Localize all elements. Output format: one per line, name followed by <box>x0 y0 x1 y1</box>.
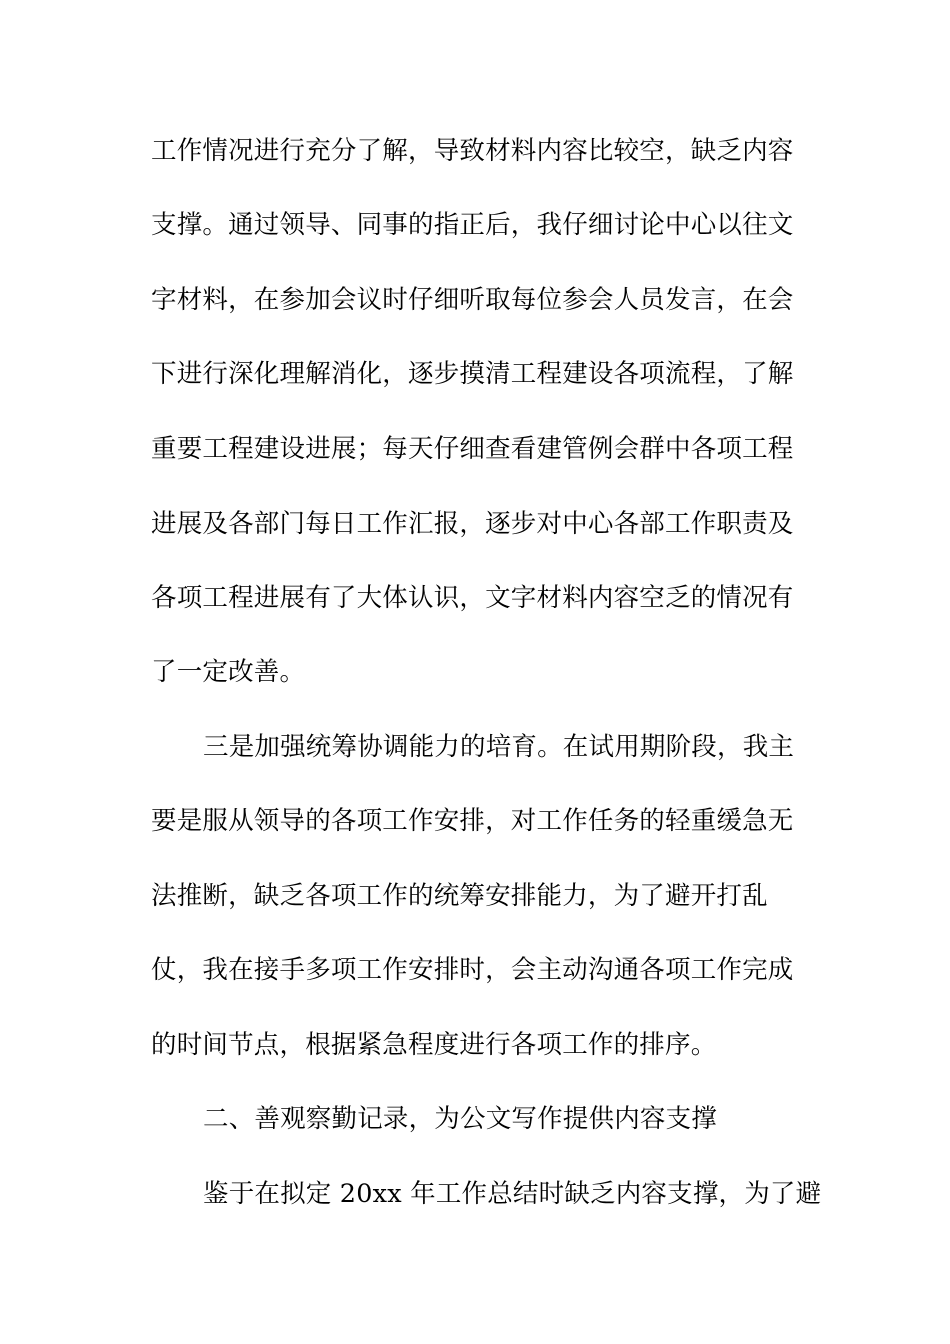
paragraph-line: 工作情况进行充分了解，导致材料内容比较空，缺乏内容 <box>151 136 794 166</box>
paragraph-line: 的时间节点，根据紧急程度进行各项工作的排序。 <box>151 1030 717 1060</box>
paragraph-line: 三是加强统筹协调能力的培育。在试用期阶段，我主 <box>203 732 795 762</box>
paragraph-line: 要是服从领导的各项工作安排，对工作任务的轻重缓急无 <box>151 806 794 836</box>
paragraph-line: 了一定改善。 <box>151 657 306 687</box>
paragraph-line: 鉴于在拟定 20xx 年工作总结时缺乏内容支撑，为了避 <box>203 1179 822 1209</box>
paragraph-line: 进展及各部门每日工作汇报，逐步对中心各部工作职责及 <box>151 509 794 539</box>
paragraph-line: 支撑。通过领导、同事的指正后，我仔细讨论中心以往文 <box>151 210 794 240</box>
paragraph-line: 重要工程建设进展；每天仔细查看建管例会群中各项工程 <box>151 434 794 464</box>
paragraph-line: 各项工程进展有了大体认识，文字材料内容空乏的情况有 <box>151 583 794 613</box>
paragraph-line: 仗，我在接手多项工作安排时，会主动沟通各项工作完成 <box>151 955 794 985</box>
section-heading: 二、善观察勤记录，为公文写作提供内容支撑 <box>203 1104 718 1134</box>
paragraph-line: 字材料，在参加会议时仔细听取每位参会人员发言，在会 <box>151 285 794 315</box>
paragraph-line: 法推断，缺乏各项工作的统筹安排能力，为了避开打乱 <box>151 881 768 911</box>
paragraph-line: 下进行深化理解消化，逐步摸清工程建设各项流程，了解 <box>151 359 794 389</box>
